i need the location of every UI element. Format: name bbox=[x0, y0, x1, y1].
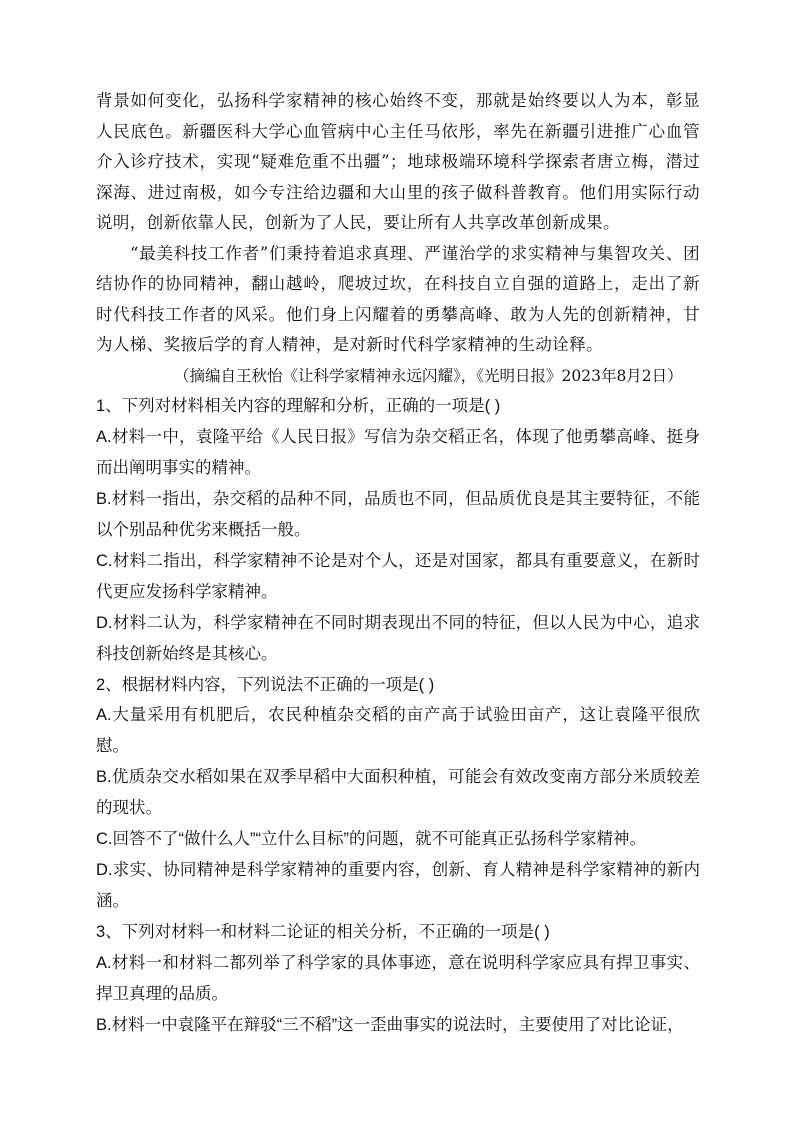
option-d: D.材料二认为，科学家精神在不同时期表现出不同的特征，但以人民为中心，追求科技创新始终是其核心。 bbox=[96, 613, 700, 663]
option-list bbox=[96, 422, 700, 670]
passage-paragraph-1: 背景如何变化，弘扬科学家精神的核心始终不变，那就是始终要以人为本，彰显人民底色。新疆医科大学心血管病中心主任马依彤，率先在新疆引进推广心血管介入诊疗技术，实现“疑难危重不出疆”；地球极端环境科学探索者唐立梅，潜过深海、进过南极，如今专注给边疆和大山里的孩子做科普教育。他们用实际行动说明，创新依靠人民，创新为了人民，要让所有人共享改革创新成果。 bbox=[96, 91, 700, 232]
question-2 bbox=[96, 670, 700, 918]
option-b: B.材料一中袁隆平在辩驳“三不稻”这一歪曲事实的说法时，主要使用了对比论证， bbox=[96, 1015, 684, 1034]
option-b: B.优质杂交水稻如果在双季早稻中大面积种植，可能会有效改变南方部分米质较差的现状。 bbox=[96, 768, 700, 817]
option-a: A.材料一和材料二都列举了科学家的具体事迹，意在说明科学家应具有捍卫事实、捍卫真理的品质。 bbox=[96, 953, 700, 1003]
option-list bbox=[96, 948, 700, 1041]
option-a: A.材料一中，袁隆平给《人民日报》写信为杂交稻正名，体现了他勇攀高峰、挺身而出阐明事实的精神。 bbox=[96, 427, 700, 477]
option-d: D.求实、协同精神是科学家精神的重要内容，创新、育人精神是科学家精神的新内涵。 bbox=[96, 861, 700, 910]
option-c: C.材料二指出，科学家精神不论是对个人，还是对国家，都具有重要意义，在新时代更应发扬科学家精神。 bbox=[96, 551, 700, 601]
option-list bbox=[96, 700, 700, 917]
passage-paragraph-2: “最美科技工作者”们秉持着追求真理、严谨治学的求实精神与集智攻关、团结协作的协同精神，翻山越岭，爬坡过坎，在科技自立自强的道路上，走出了新时代科技工作者的风采。他们身上闪耀着的勇攀高峰、敢为人先的创新精神，甘为人梯、奖掖后学的育人精神，是对新时代科学家精神的生动诠释。 bbox=[96, 243, 700, 354]
option-c: C.回答不了“做什么人”“立什么目标”的问题，就不可能真正弘扬科学家精神。 bbox=[96, 830, 646, 848]
passage-source: （摘编自王秋怡《让科学家精神永远闪耀》，《光明日报》2023年8月2日） bbox=[174, 366, 683, 385]
question-stem: 2、根据材料内容，下列说法不正确的一项是( ) bbox=[96, 675, 435, 694]
question-stem: 3、下列对材料一和材料二论证的相关分析，不正确的一项是( ) bbox=[96, 923, 550, 941]
question-3 bbox=[96, 917, 700, 1041]
question-1 bbox=[96, 391, 700, 670]
option-b: B.材料一指出，杂交稻的品种不同，品质也不同，但品质优良是其主要特征，不能以个别品种优劣来概括一般。 bbox=[96, 489, 700, 539]
question-stem: 1、下列对材料相关内容的理解和分析，正确的一项是( ) bbox=[96, 397, 501, 415]
option-a: A.大量采用有机肥后，农民种植杂交稻的亩产高于试验田亩产，这让袁隆平很欣慰。 bbox=[96, 706, 700, 755]
document-page bbox=[96, 86, 700, 1041]
